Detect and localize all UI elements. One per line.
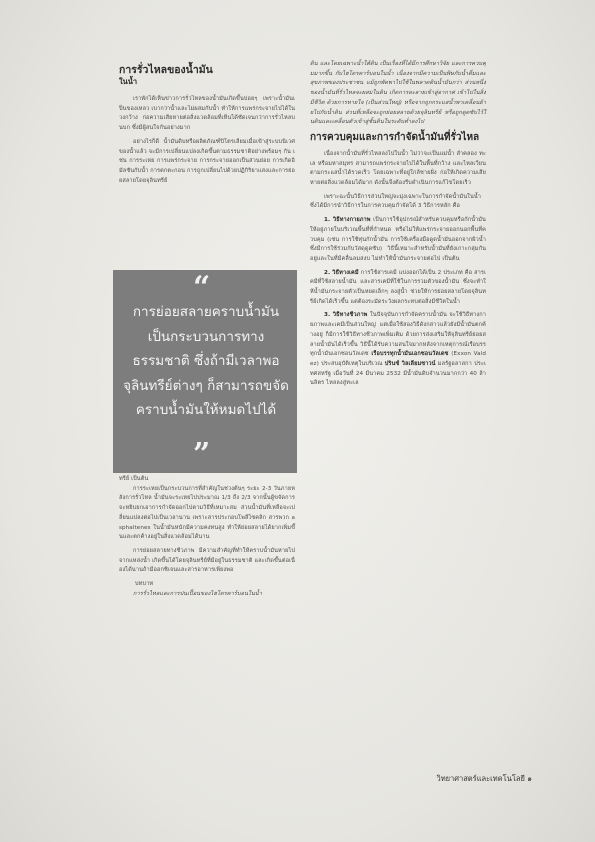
method-physical <box>310 216 486 265</box>
ship-name: เรือบรรทุกน้ำมันเอกซอนวัลเดซ <box>371 351 449 358</box>
open-quote-icon: “ <box>193 270 211 305</box>
pull-quote-box <box>113 270 297 473</box>
section-title: การควบคุมและการกำจัดน้ำมันที่รั่วไหล <box>310 131 480 143</box>
role-paragraph: การรั่วไหลและการปนเปื้อนของไฮโดรคาร์บอนในน้ำ <box>133 590 262 597</box>
evaporation-paragraph: การระเหยเป็นกระบวนการที่สำคัญในช่วงต้นๆ ระยะ 2-3 วันภายหลังการรั่วไหล น้ำมันจะระเหยไปประมาณ 1/3 ถึง 2/3 จากนั้นผู้ขจัดการจะหยิบยกเอาการกำจัดออกไปตามวิธีที่เหมาะสม ส่วนน้ำมันที่เหลือจะเปลี่ยนแปลงต่อไปเป็นเวลานาน เพราะสารประกอบโพลีไซคลิก สารพวก asphaltenes ในน้ำมันหนักมีความคงทนสูง ทำให้ย่อยสลายได้ยากเพิ่มขึ้นและตกค้างอยู่ในสิ่งแวดล้อมได้นาน <box>119 485 295 541</box>
intro-paragraph: เราพักได้เห็นข่าวการรั่วไหลของน้ำมันเกิดขึ้นบ่อยๆ เพราะน้ำมันเป็นของเหลว เบากว่าน้ำและไม่ผสมกับน้ำ ทำให้การแพร่กระจายไปได้ในวงกว้าง ก่อความเสียหายต่อสิ่งแวดล้อมที่เห็นได้ชัดเจนกว่าการรั่วไหลบนบก ซึ่งมีผู้สนใจกันอย่างมาก <box>119 96 295 132</box>
right-intro-paragraph: ดิน และโดยเฉพาะน้ำใต้ดิน เป็นเรื่องที่ได้มีการศึกษาวิจัย และการควบคุมมากขึ้น กับไฮโดรคาร์บอนในน้ำ เนื่องจากมีความเป็นพิษกับน้ำดื่มและสุขภาพของประชาชน แม้ถูกพัดพาไปใช้ในพลาดดินน้ำมันกว่า ส่วนหนึ่งของน้ำมันที่รั่วไหลจะผสมในดิน เกิดการละลายเข้าสู่อากาศ เข้าไปในสิ่งมีชีวิต ด้วยการหายใจ (เป็นส่วนใหญ่) หรือจากถูกกระแสน้ำพาเคลื่อนย้ายไปกับน้ำดิน ส่วนที่เหลือจะถูกย่อยสลายด้วยจุลินทรีย์ หรือถูกดูดซับไว้ในดินและเคลื่อนตัวเข้าสู่ชั้นดินในระดับต่ำลงไป <box>310 61 486 126</box>
methods-intro-paragraph: เพราะฉะนั้นวิธีการส่วนใหญ่จะมุ่งเฉพาะในการกำจัดน้ำมันในน้ำ ซึ่งได้มีการนำวิธีการในการควบคุมกำจัดได้ 3 วิธีการหลัก คือ <box>310 193 481 210</box>
method-biological <box>310 311 486 389</box>
control-paragraph: เนื่องจากน้ำมันที่รั่วไหลลงไปในน้ำ ไม่ว่าจะเป็นแม่น้ำ ลำคลอง ทะเล หรือมหาสมุทร สามารถแพร่กระจายไปได้ในพื้นที่กว้าง และไหลเวียนตามกระแสน้ำได้รวดเร็ว โดยเฉพาะที่อยู่ใกล้ชายฝั่ง ก่อให้เกิดความเสียหายต่อสิ่งแวดล้อมได้มาก ดังนั้นจึงต้องรีบดำเนินการแก้ไขโดยเร็ว <box>310 150 486 187</box>
role-label: บทบาท <box>135 581 154 588</box>
method-chemical-title: 2. วิธีทางเคมี <box>324 269 359 276</box>
page-footer: วิทยาศาสตร์และเทคโนโลยี ๑ <box>436 774 532 783</box>
continued-line: ทรีย์ เป็นต้น <box>119 476 149 482</box>
left-column-lower <box>119 475 295 599</box>
article-subheading: ในน้ำ <box>119 77 138 86</box>
close-quote-icon: ” <box>193 437 211 472</box>
method-physical-text: เป็นการใช้อุปกรณ์สำหรับควบคุมหรือกักน้ำมันให้อยู่ภายในบริเวณพื้นที่ที่กำหนด หรือไม่ให้แพร่กระจายออกนอกพื้นที่ควบคุม (เช่น การใช้ทุ่นกักน้ำมัน การใช้เครื่องมือดูดน้ำมันออกจากผิวน้ำ ซึ่งมีการใช้ร่วมกับวัสดุดูดซับ) วิธีนี้เหมาะสำหรับน้ำมันที่ยังเกาะกลุ่มกันอยู่และในที่มีคลื่นลมสงบ ไม่ทำให้น้ำมันกระจายต่อไป เป็นต้น <box>310 217 486 262</box>
method-physical-title: 1. วิธีทางกายภาพ <box>324 217 371 224</box>
method-biological-title: 3. วิธีทางชีวภาพ <box>324 312 368 319</box>
method-chemical-text: การใช้สารเคมี แบ่งออกได้เป็น 2 ประเภท คือ สารเคมีที่ใช้สลายน้ำมัน และสารเคมีที่ใช้ในการรวมตัวของน้ำมัน ซึ่งจะทำให้น้ำมันกระจายตัวเป็นหยดเล็กๆ ลงสู่น้ำ ช่วยให้การย่อยสลายโดยจุลินทรีย์เกิดได้เร็วขึ้น แต่ต้องระมัดระวังผลกระทบต่อสิ่งมีชีวิตในน้ำ <box>310 269 486 305</box>
location-name: ปรินซ์ วิลเลียมซาวน์ <box>384 360 436 367</box>
biodegradation-paragraph: การย่อยสลายทางชีวภาพ มีความสำคัญที่ทำให้คราบน้ำมันหายไปจากแหล่งน้ำ เกิดขึ้นได้โดยจุลินทรีย์ที่มีอยู่ในธรรมชาติ และเกิดขึ้นต่อเนื่องได้นานถ้ามีออกซิเจนและสารอาหารเพียงพอ <box>119 547 295 574</box>
method-biological-text: ในปัจจุบันการกำจัดคราบน้ำมัน จะใช้วิธีทางกายภาพและเคมีเป็นส่วนใหญ่ แต่เมื่อใช้สองวิธีดังกล่าวแล้วยังมีน้ำมันตกค้างอยู่ ก็มีการใช้วิธีทางชีวภาพเพิ่มเติม ด้วยการส่งเสริมให้จุลินทรีย์ย่อยสลายน้ำมันได้เร็วขึ้น วิธีนี้ได้รับความสนใจมากหลังจากเหตุการณ์เรือบรรทุกน้ำมันเอกซอนวัลเดซ <box>310 312 486 358</box>
article-heading: การรั่วไหลของน้ำมัน <box>119 64 213 76</box>
final-text: มลรัฐอลาสกา ประเทศสหรัฐ เมื่อวันที่ 24 มีนาคม 2532 มีน้ำมันดิบจำนวนมากกว่า 40 ล้านลิตร ไหลลงสู่ทะเล <box>310 360 486 387</box>
second-paragraph: อย่างไรก็ดี น้ำมันดิบหรือผลิตภัณฑ์ปิโตรเลียมเมื่อเข้าสู่ระบบนิเวศของน้ำแล้ว จะมีการเปลี่ยนแปลงเกิดขึ้นตามธรรมชาติอย่างพร้อมๆ กัน เช่น การระเหย การแพร่กระจาย การกระจายออกเป็นส่วนย่อย การเกิดอิมัลชันกับน้ำ การตกตะกอน การถูกเปลี่ยนไปด้วยปฏิกิริยาแสงและการย่อยสลายโดยจุลินทรีย์ <box>119 138 295 184</box>
method-chemical <box>310 269 486 308</box>
pull-quote-text: การย่อยสลายคราบน้ำมันเป็นกระบวนการทางธรรมชาติ ซึ่งถ้ามีเวลาพอจุลินทรีย์ต่างๆ ก็สามารถขจัดคราบน้ำมันให้หมดไปได้ <box>123 304 289 418</box>
right-column <box>310 60 486 389</box>
ship-text: (Exxon Valdez) ประสบอุบัติเหตุในบริเวณ <box>310 351 486 367</box>
left-column <box>119 64 295 186</box>
